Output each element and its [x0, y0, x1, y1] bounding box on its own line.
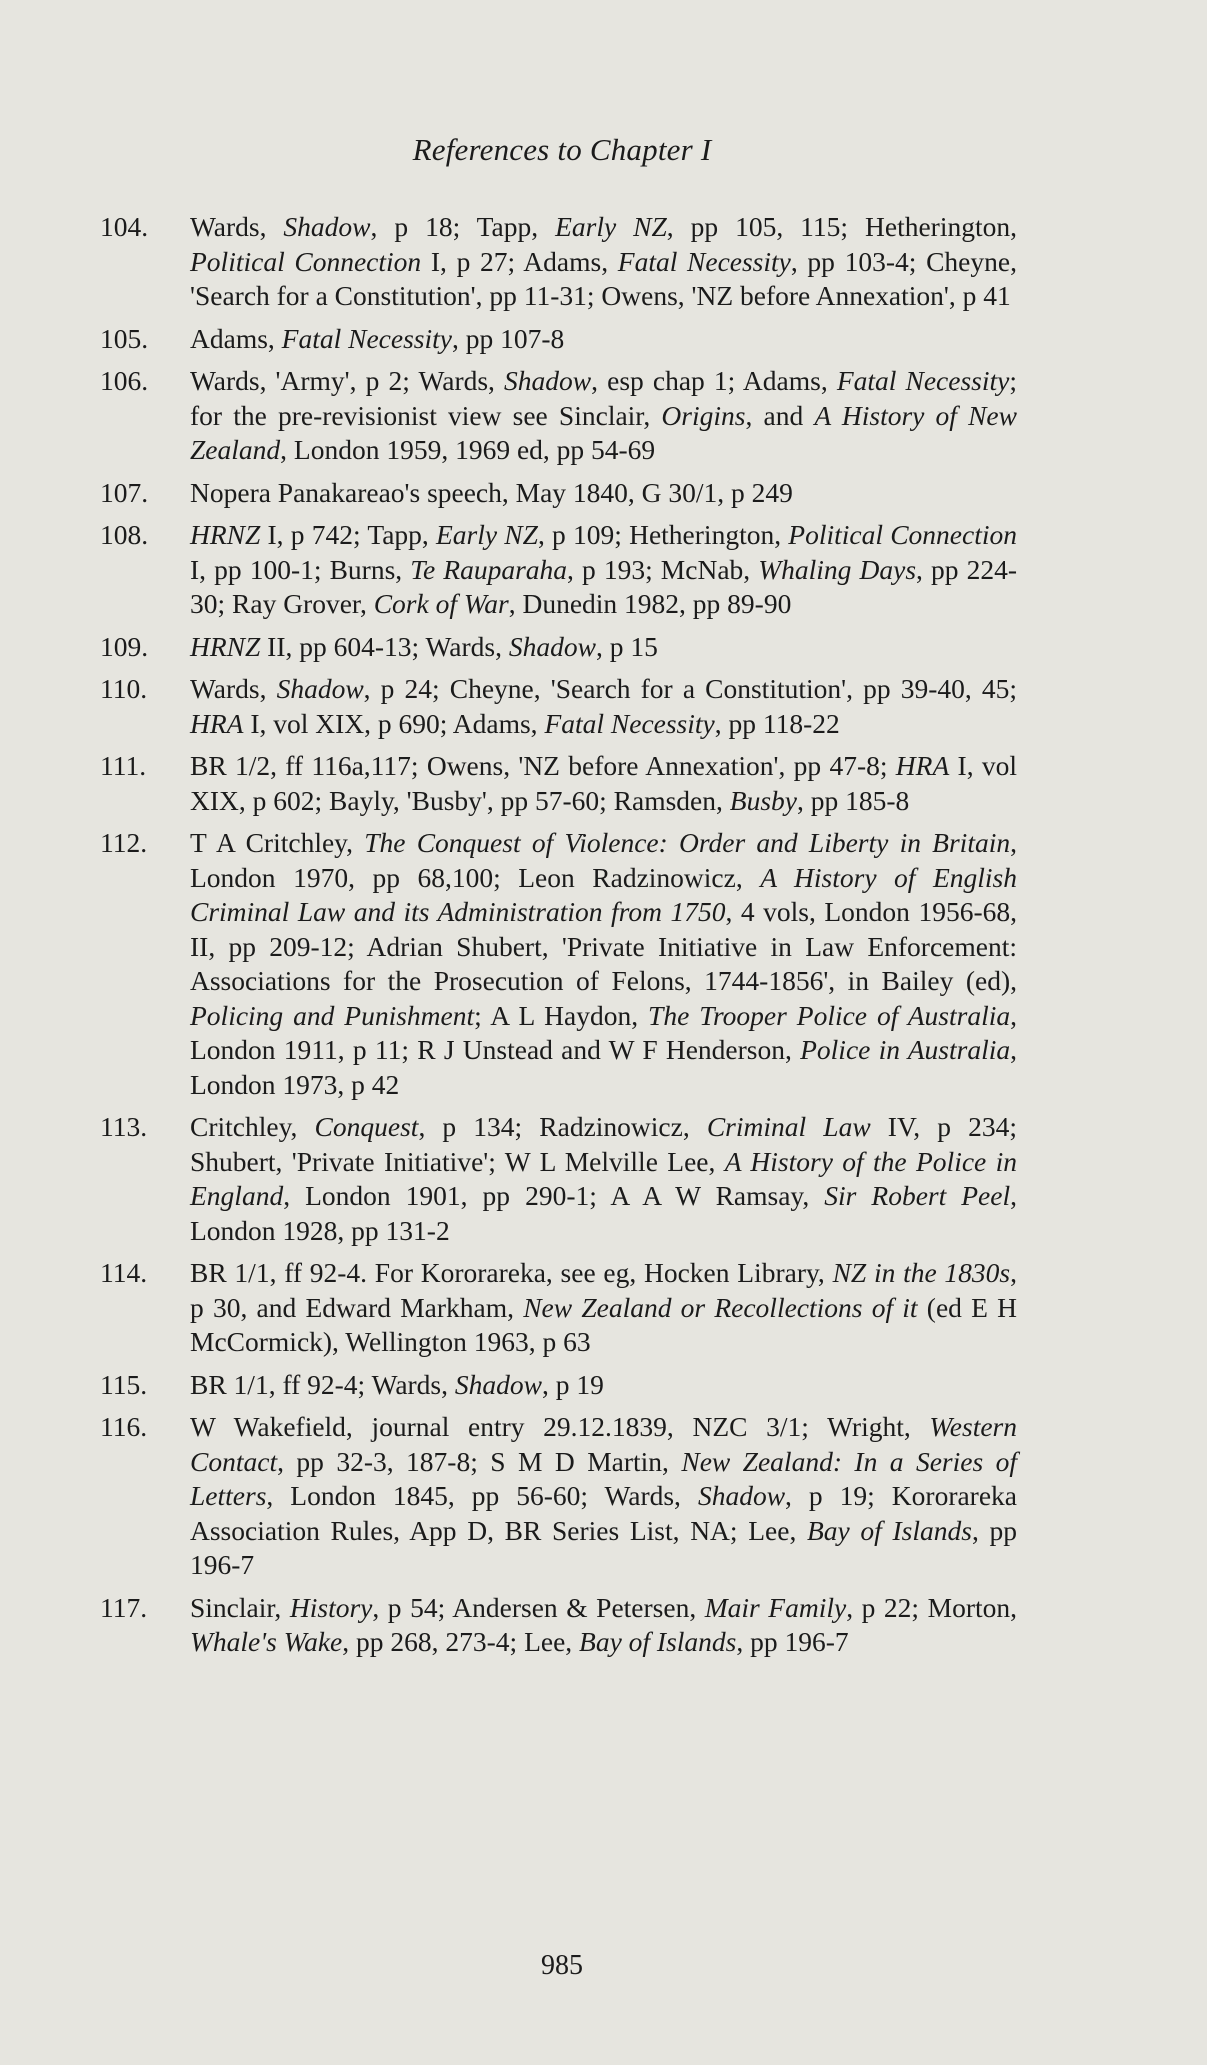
italic-title: Criminal Law	[706, 1111, 871, 1142]
italic-title: The Trooper Police of Australia	[648, 999, 1011, 1031]
reference-entry	[100, 1591, 1017, 1660]
citation-text: T A Critchley,	[190, 827, 365, 858]
reference-entry	[100, 1110, 1017, 1248]
citation-text: , p 134; Radzinowicz,	[418, 1111, 707, 1142]
citation-text: , London 1928, pp 131-2	[190, 1180, 1017, 1246]
citation-text: I, pp 100-1; Burns,	[190, 553, 411, 585]
reference-entry	[100, 518, 1017, 622]
citation-text: BR 1/1, ff 92-4. For Kororareka, see eg, Hocken Library,	[190, 1257, 833, 1288]
reference-entry	[100, 364, 1017, 468]
citation-text: (ed E H McCormick), Wellington 1963, p 63	[190, 1291, 1017, 1357]
italic-title: Mair Family	[704, 1591, 847, 1623]
citation-text: , p 15	[595, 630, 658, 662]
italic-title: Busby	[729, 784, 797, 816]
reference-text	[190, 364, 1017, 468]
italic-title: Fatal Necessity	[544, 707, 715, 739]
citation-text: , 4 vols, London 1956-68, II, pp 209-12; Adrian Shubert, 'Private Initiative in Law Enforcement: Associations for the Prosecution of Felons, 1744-1856', in Bailey (ed),	[190, 896, 1017, 996]
citation-text: , pp 103-4; Cheyne, 'Search for a Constitution', pp 11-31; Owens, 'NZ before Annexation', p 41	[190, 245, 1017, 311]
italic-title: HRA	[895, 750, 950, 781]
reference-entry	[100, 1256, 1017, 1360]
citation-text: I, vol XIX, p 602; Bayly, 'Busby', pp 57-60; Ramsden,	[190, 750, 1017, 816]
reference-text	[190, 630, 1017, 665]
reference-number: 112.	[100, 827, 148, 858]
citation-text: , London 1973, p 42	[190, 1034, 1017, 1100]
italic-title: HRNZ	[190, 630, 261, 662]
italic-title: Early NZ	[555, 211, 667, 242]
citation-text: , pp 196-7	[736, 1626, 849, 1657]
reference-text	[190, 672, 1017, 741]
citation-text: , p 30, and Edward Markham,	[190, 1257, 1018, 1323]
citation-text: , London 1845, pp 56-60; Wards,	[266, 1480, 698, 1511]
citation-text: ; for the pre-revisionist view see Sinclair,	[190, 365, 1017, 431]
citation-text: , London 1911, p 11; R J Unstead and W F Henderson,	[190, 999, 1018, 1065]
reference-text	[190, 1110, 1017, 1248]
reference-number: 109.	[100, 630, 149, 662]
italic-title: HRA	[190, 707, 244, 739]
citation-text: , pp 105, 115; Hetherington,	[666, 211, 1017, 242]
italic-title: Shadow	[697, 1480, 786, 1511]
reference-text	[190, 1256, 1017, 1360]
reference-entry	[100, 630, 1017, 665]
reference-number: 115.	[100, 1368, 148, 1400]
reference-text	[190, 1368, 1017, 1403]
italic-title: New Zealand: In a Series of Letters	[190, 1445, 1017, 1511]
italic-title: Sir Robert Peel	[824, 1180, 1011, 1211]
citation-text: I, p 27; Adams,	[421, 245, 618, 277]
citation-text: I, vol XIX, p 690; Adams,	[243, 707, 545, 739]
italic-title: A History of English Criminal Law and its Administration from 1750	[190, 861, 1017, 927]
italic-title: Fatal Necessity	[281, 322, 452, 354]
citation-text: I, p 742; Tapp,	[260, 519, 436, 550]
citation-text: , pp 224-30; Ray Grover,	[190, 553, 1017, 619]
reference-entry	[100, 749, 1017, 818]
reference-text	[190, 476, 1017, 511]
italic-title: A History of the Police in England	[190, 1145, 1018, 1211]
reference-entry	[100, 210, 1017, 314]
reference-text	[190, 322, 1017, 357]
italic-title: Fatal Necessity	[617, 245, 791, 277]
reference-entry	[100, 1368, 1017, 1403]
reference-number: 106.	[100, 365, 149, 396]
citation-text: Critchley,	[190, 1111, 315, 1142]
citation-text: Nopera Panakareao's speech, May 1840, G 30/1, p 249	[190, 476, 793, 508]
reference-number: 107.	[100, 476, 149, 508]
italic-title: Te Rauparaha	[410, 553, 568, 585]
citation-text: , p 24; Cheyne, 'Search for a Constitution', pp 39-40, 45;	[363, 673, 1017, 704]
italic-title: Whaling Days	[758, 553, 917, 585]
citation-text: , esp chap 1; Adams,	[591, 365, 837, 396]
reference-text	[190, 210, 1017, 314]
italic-title: Political Connection	[788, 519, 1017, 550]
citation-text: Wards,	[190, 211, 284, 242]
reference-list	[100, 210, 1017, 1668]
reference-entry	[100, 476, 1017, 511]
italic-title: Shadow	[508, 630, 596, 662]
italic-title: Western Contact	[190, 1411, 1017, 1477]
citation-text: , London 1901, pp 290-1; A A W Ramsay,	[283, 1180, 825, 1211]
citation-text: , p 19; Kororareka Association Rules, App D, BR Series List, NA; Lee,	[190, 1480, 1017, 1546]
reference-number: 116.	[100, 1411, 148, 1442]
reference-number: 113.	[100, 1111, 148, 1142]
italic-title: Bay of Islands	[579, 1626, 737, 1657]
italic-title: The Conquest of Violence: Order and Liberty in Britain	[364, 827, 1011, 858]
citation-text: , p 54; Andersen & Petersen,	[372, 1591, 705, 1623]
italic-title: Police in Australia	[800, 1034, 1011, 1065]
reference-number: 111.	[100, 750, 147, 781]
reference-entry	[100, 322, 1017, 357]
citation-text: , p 18; Tapp,	[370, 211, 556, 242]
reference-entry	[100, 826, 1017, 1102]
italic-title: Early NZ	[436, 519, 538, 550]
citation-text: IV, p 234; Shubert, 'Private Initiative'; W L Melville Lee,	[190, 1111, 1017, 1177]
citation-text: , pp 196-7	[190, 1514, 1018, 1580]
citation-text: II, pp 604-13; Wards,	[260, 630, 509, 662]
italic-title: Policing and Punishment	[190, 999, 475, 1031]
italic-title: NZ in the 1830s	[832, 1257, 1011, 1288]
citation-text: BR 1/2, ff 116a,117; Owens, 'NZ before Annexation', pp 47-8;	[190, 750, 896, 781]
italic-title: Shadow	[504, 365, 592, 396]
italic-title: History	[289, 1591, 373, 1623]
italic-title: Origins	[661, 399, 746, 431]
italic-title: Shadow	[276, 673, 364, 704]
citation-text: , pp 268, 273-4; Lee,	[342, 1626, 580, 1657]
citation-text: , London 1959, 1969 ed, pp 54-69	[280, 434, 656, 465]
reference-entry	[100, 1410, 1017, 1583]
citation-text: , p 109; Hetherington,	[537, 519, 789, 550]
citation-text: , London 1970, pp 68,100; Leon Radzinowicz,	[190, 827, 1017, 893]
citation-text: BR 1/1, ff 92-4; Wards,	[190, 1368, 455, 1400]
reference-text	[190, 1591, 1017, 1660]
citation-text: , pp 185-8	[797, 784, 910, 816]
citation-text: , and	[745, 399, 815, 431]
italic-title: Bay of Islands	[807, 1514, 972, 1546]
running-header: References to Chapter I	[412, 132, 712, 167]
citation-text: , p 19	[541, 1368, 604, 1400]
reference-number: 108.	[100, 519, 149, 550]
reference-text	[190, 1410, 1017, 1583]
citation-text: Wards, 'Army', p 2; Wards,	[190, 365, 505, 396]
reference-number: 114.	[100, 1257, 148, 1288]
reference-text	[190, 826, 1017, 1102]
citation-text: ; A L Haydon,	[474, 999, 649, 1031]
italic-title: Shadow	[454, 1368, 542, 1400]
citation-text: Adams,	[190, 322, 282, 354]
reference-entry	[100, 672, 1017, 741]
italic-title: HRNZ	[190, 519, 261, 550]
citation-text: Sinclair,	[190, 1591, 290, 1623]
italic-title: Fatal Necessity	[836, 365, 1010, 396]
reference-number: 117.	[100, 1591, 148, 1623]
citation-text: , pp 107-8	[451, 322, 565, 354]
italic-title: Conquest	[314, 1111, 419, 1142]
citation-text: , pp 118-22	[714, 707, 840, 739]
reference-text	[190, 749, 1017, 818]
citation-text: , Dunedin 1982, pp 89-90	[508, 588, 792, 619]
reference-number: 104.	[100, 211, 149, 242]
reference-text	[190, 518, 1017, 622]
citation-text: Wards,	[190, 673, 277, 704]
italic-title: Cork of War	[373, 588, 509, 619]
citation-text: W Wakefield, journal entry 29.12.1839, NZC 3/1; Wright,	[190, 1411, 930, 1442]
citation-text: , pp 32-3, 187-8; S M D Martin,	[277, 1445, 682, 1477]
italic-title: Political Connection	[190, 245, 422, 277]
citation-text: , p 193; McNab,	[567, 553, 759, 585]
page-number: 985	[541, 1950, 583, 1981]
italic-title: Shadow	[283, 211, 371, 242]
reference-number: 105.	[100, 322, 149, 354]
citation-text: , p 22; Morton,	[846, 1591, 1018, 1623]
italic-title: New Zealand or Recollections of it	[523, 1291, 918, 1323]
reference-number: 110.	[100, 673, 148, 704]
italic-title: Whale's Wake	[190, 1626, 343, 1657]
italic-title: A History of New Zealand	[190, 399, 1017, 465]
